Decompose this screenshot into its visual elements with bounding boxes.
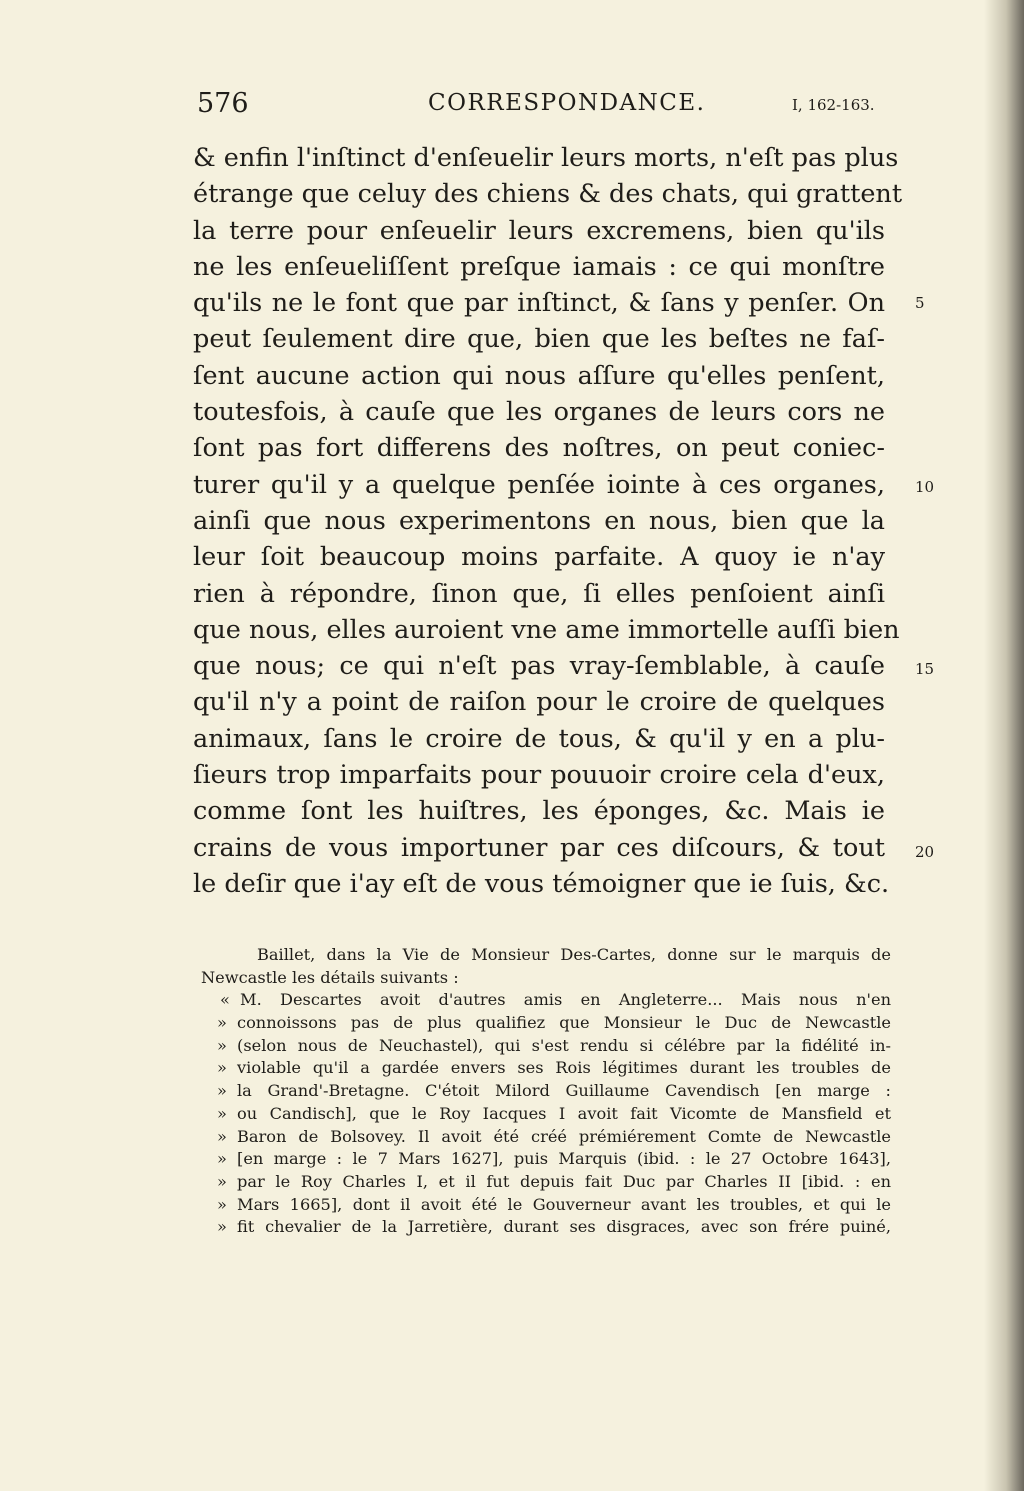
text-line: animaux, ſans le croire de tous, & qu'il y en a plu- [193,723,885,754]
line-number: 15 [915,660,935,678]
quote-line [201,1216,891,1239]
text-line: ne les enſeueliſſent preſque iamais : ce qui monſtre [193,251,885,282]
quote-line [201,1012,891,1035]
line-number: 20 [915,843,935,861]
footnote-intro-line: Newcastle les détails suivants : [201,967,459,987]
footnote-intro-line: Baillet, dans la Vie de Monsieur Des-Cartes, donne sur le marquis de [257,945,891,964]
quote-mark: » [217,1171,227,1191]
quote-mark: « [220,990,230,1010]
text-line: la terre pour enſeuelir leurs excremens, bien qu'ils [193,215,885,246]
quote-text: connoissons pas de plus qualifiez que Monsieur le Duc de Newcastle [237,1013,891,1033]
quote-line [201,989,891,1012]
quote-mark: » [217,1194,227,1214]
quote-line [201,1171,891,1194]
quote-text: par le Roy Charles I, et il fut depuis fait Duc par Charles II [ibid. : en [237,1171,891,1191]
quote-text: M. Descartes avoit d'autres amis en Angleterre... Mais nous n'en [240,990,891,1010]
text-line: toutesfois, à cauſe que les organes de leurs cors ne [193,397,885,428]
text-line: comme ſont les huiſtres, les éponges, &c. Mais ie [193,796,885,827]
text-line: que nous, elles auroient vne ame immortelle auſſi bien [193,614,900,645]
quote-text: Mars 1665], dont il avoit été le Gouverneur avant les troubles, et qui le [237,1194,891,1214]
quote-mark: » [217,1217,227,1237]
text-line: ſieurs trop imparfaits pour pouuoir croire cela d'eux, [193,760,885,791]
footnote [201,944,891,1239]
quote-line [201,1080,891,1103]
quote-mark: » [217,1149,227,1169]
quote-mark: » [217,1058,227,1078]
quote-line [201,1194,891,1217]
quote-line [201,1035,891,1058]
text-line: rien à répondre, ſinon que, ſi elles penſoient ainſi [193,578,885,609]
quote-line [201,1103,891,1126]
page-number: 576 [197,88,249,119]
quote-mark: » [217,1081,227,1101]
quote-line [201,1148,891,1171]
text-line: étrange que celuy des chiens & des chats, qui grattent [193,179,903,210]
quote-text: la Grand'-Bretagne. C'étoit Milord Guillaume Cavendisch [en marge : [237,1081,891,1101]
page-edge-shadow [984,0,1024,1491]
line-number: 5 [915,294,925,312]
quote-line [201,1057,891,1080]
text-line: qu'il n'y a point de raiſon pour le croire de quelques [193,687,885,718]
text-line: leur ſoit beaucoup moins parfaite. A quoy ie n'ay [193,542,885,573]
text-line: turer qu'il y a quelque penſée iointe à ces organes, [193,469,885,500]
quote-text: fit chevalier de la Jarretière, durant ses disgraces, avec son frére puiné, [237,1217,891,1237]
quote-mark: » [217,1013,227,1033]
quote-text: (selon nous de Neuchastel), qui s'est rendu si célébre par la fidélité in- [237,1035,891,1055]
text-line: ſent aucune action qui nous aſſure qu'elles penſent, [193,360,885,391]
quote-mark: » [217,1126,227,1146]
text-line: ainſi que nous experimentons en nous, bien que la [193,505,885,536]
line-number: 10 [915,478,935,496]
quote-mark: » [217,1103,227,1123]
text-line: qu'ils ne le font que par inſtinct, & ſans y penſer. On [193,288,885,319]
quote-text: Baron de Bolsovey. Il avoit été créé prémiérement Comte de Newcastle [237,1126,891,1146]
quote-text: [en marge : le 7 Mars 1627], puis Marquis (ibid. : le 27 Octobre 1643], [237,1149,891,1169]
quote-text: ou Candisch], que le Roy Iacques I avoit fait Vicomte de Mansfield et [237,1103,891,1123]
quote-line [201,1126,891,1149]
main-text-body [193,140,903,902]
text-line: crains de vous importuner par ces diſcours, & tout [193,832,885,863]
section-title: CORRESPONDANCE. [428,90,706,116]
text-line: le deſir que i'ay eſt de vous témoigner que ie ſuis, &c. [193,868,890,899]
quote-mark: » [217,1035,227,1055]
text-line: & enfin l'inſtinct d'enſeuelir leurs morts, n'eſt pas plus [193,143,899,173]
volume-reference: I, 162-163. [792,96,875,114]
text-line: ſont pas fort differens des noſtres, on peut coniec- [193,433,885,464]
text-line: que nous; ce qui n'eſt pas vray-ſemblable, à cauſe [193,651,885,682]
running-head [0,88,1024,128]
text-line: peut ſeulement dire que, bien que les beſtes ne faſ- [193,324,885,355]
quote-text: violable qu'il a gardée envers ses Rois légitimes durant les troubles de [237,1058,891,1078]
